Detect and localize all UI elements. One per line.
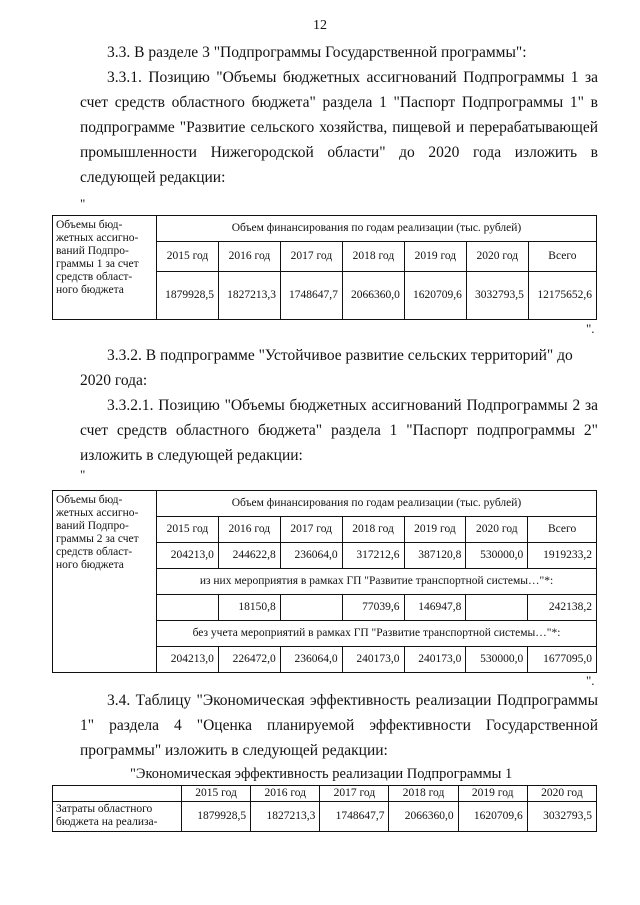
table2-sub1-value — [280, 595, 342, 621]
table2-year-total: Всего — [528, 517, 597, 543]
table1-year-total: Всего — [528, 242, 596, 272]
table3-year: 2019 год — [458, 786, 527, 802]
table2-subheader-without-transport: без учета мероприятий в рамках ГП "Развитие транспортной системы…"*: — [157, 621, 597, 647]
close-quote: ". — [586, 673, 595, 688]
table1-value: 1620709,6 — [404, 272, 466, 320]
table2-sub2-value: 236064,0 — [280, 647, 342, 673]
table2-year: 2016 год — [218, 517, 280, 543]
table2-sub1-value — [157, 595, 219, 621]
table2-header: Объем финансирования по годам реализации (тыс. рублей) — [157, 491, 597, 517]
table1-value: 1879928,5 — [157, 272, 219, 320]
table3-year: 2016 год — [251, 786, 320, 802]
table3-year: 2018 год — [389, 786, 458, 802]
table2-value-total: 1919233,2 — [528, 543, 597, 569]
table2-sub2-value: 240173,0 — [404, 647, 466, 673]
table1-year: 2019 год — [404, 242, 466, 272]
table1-label: Объемы бюд- жетных ассигно- ваний Подпро- граммы 1 за счет средств област- ного бюджета — [53, 216, 157, 320]
table3-value: 3032793,5 — [527, 802, 596, 832]
table2-year: 2015 год — [157, 517, 219, 543]
paragraph-3-3: 3.3. В разделе 3 "Подпрограммы Государственной программы": — [107, 44, 527, 61]
table2-value: 387120,8 — [404, 543, 466, 569]
paragraph-3-3-2-1: 3.3.2.1. Позицию "Объемы бюджетных ассигнований Подпрограммы 2 за счет средств областного бюджета" раздела 1 "Паспорт подпрограммы 2" изложить в следующей редакции: — [80, 397, 598, 464]
table1-year: 2015 год — [157, 242, 219, 272]
paragraph-3-3-2: 3.3.2. В подпрограмме "Устойчивое развитие сельских территорий" до 2020 года: — [80, 347, 573, 389]
table2-sub1-value — [466, 595, 528, 621]
table3-year: 2017 год — [320, 786, 389, 802]
table3-value: 1879928,5 — [182, 802, 251, 832]
table3-title: "Экономическая эффективность реализации Подпрограммы 1 — [130, 766, 513, 782]
table3-value: 1827213,3 — [251, 802, 320, 832]
table2-value: 317212,6 — [342, 543, 404, 569]
close-quote: ". — [586, 321, 595, 336]
table1-year: 2016 год — [218, 242, 280, 272]
table2-year: 2020 год — [466, 517, 528, 543]
paragraph-3-3-1: 3.3.1. Позицию "Объемы бюджетных ассигнований Подпрограммы 1 за счет средств областного бюджета" раздела 1 "Паспорт Подпрограммы 1" в подпрограмме "Развитие сельского хозяйства, пищевой и перерабатывающей промышленности Нижегородской области" до 2020 года изложить в следующей редакции: — [80, 69, 598, 186]
table1-value: 1748647,7 — [280, 272, 342, 320]
table2-sub2-value: 530000,0 — [466, 647, 528, 673]
table2-sub2-value: 226472,0 — [218, 647, 280, 673]
table1-year: 2017 год — [280, 242, 342, 272]
table2-sub1-value: 146947,8 — [404, 595, 466, 621]
table2-label: Объемы бюд- жетных ассигно- ваний Подпро- граммы 2 за счет средств област- ного бюджета — [53, 491, 157, 673]
table-subprogram-2-funding — [52, 490, 597, 673]
table2-sub2-value: 240173,0 — [342, 647, 404, 673]
table2-year: 2019 год — [404, 517, 466, 543]
table2-value: 530000,0 — [466, 543, 528, 569]
open-quote: " — [80, 467, 86, 482]
paragraph-3-4: 3.4. Таблицу "Экономическая эффективность реализации Подпрограммы 1" раздела 4 "Оценка планируемой эффективности Государственной программы" изложить в следующей редакции: — [80, 692, 598, 759]
table1-value: 3032793,5 — [466, 272, 528, 320]
table2-sub1-value: 77039,6 — [342, 595, 404, 621]
page-number: 12 — [313, 18, 327, 33]
table1-value: 2066360,0 — [342, 272, 404, 320]
table2-sub1-value: 18150,8 — [218, 595, 280, 621]
table1-header: Объем финансирования по годам реализации (тыс. рублей) — [157, 216, 597, 242]
table3-year: 2015 год — [182, 786, 251, 802]
table3-empty-corner — [53, 786, 182, 802]
table2-value: 236064,0 — [280, 543, 342, 569]
table3-row-label: Затраты областного бюджета на реализа- — [53, 802, 182, 832]
table-economic-efficiency — [52, 785, 597, 832]
table2-value: 244622,8 — [218, 543, 280, 569]
table3-value: 2066360,0 — [389, 802, 458, 832]
table1-year: 2020 год — [466, 242, 528, 272]
table2-sub1-value-total: 242138,2 — [528, 595, 597, 621]
table3-year: 2020 год — [527, 786, 596, 802]
table1-value-total: 12175652,6 — [528, 272, 596, 320]
table2-year: 2017 год — [280, 517, 342, 543]
table2-sub2-value: 204213,0 — [157, 647, 219, 673]
table1-year: 2018 год — [342, 242, 404, 272]
table2-subheader-transport: из них мероприятия в рамках ГП "Развитие транспортной системы…"*: — [157, 569, 597, 595]
table3-value: 1748647,7 — [320, 802, 389, 832]
table3-value: 1620709,6 — [458, 802, 527, 832]
table1-value: 1827213,3 — [218, 272, 280, 320]
table2-year: 2018 год — [342, 517, 404, 543]
table-subprogram-1-funding — [52, 215, 597, 320]
table2-value: 204213,0 — [157, 543, 219, 569]
table2-sub2-value-total: 1677095,0 — [528, 647, 597, 673]
open-quote: " — [80, 196, 86, 211]
